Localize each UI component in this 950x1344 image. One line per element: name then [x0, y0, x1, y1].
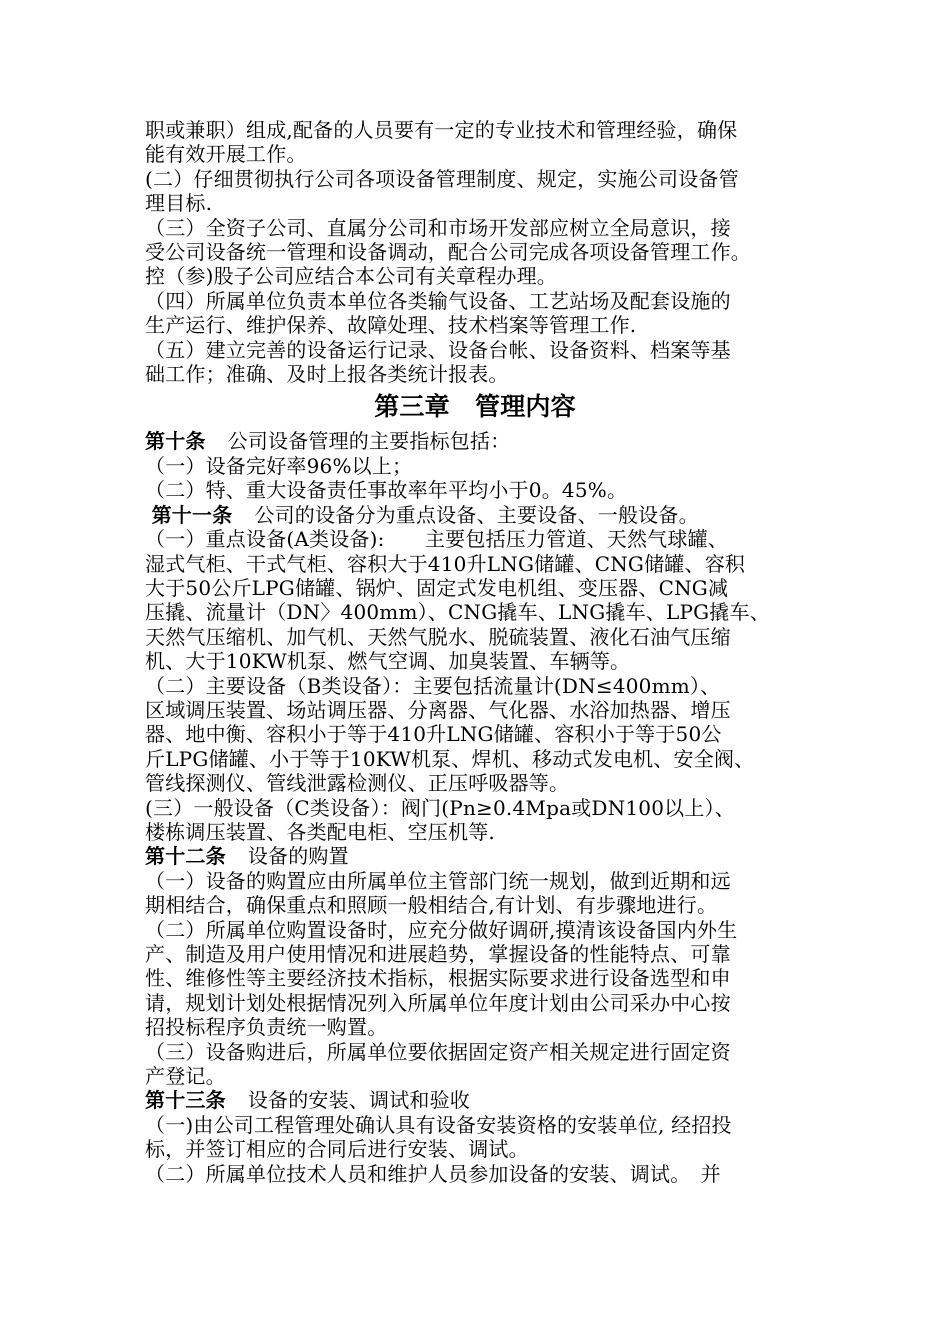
- text-line: （二）特、重大设备责任事故率年平均小于0。45%。: [145, 478, 628, 503]
- text-line: 能有效开展工作。: [145, 142, 307, 167]
- article-label: 第十条: [145, 429, 206, 454]
- text-line: (二）仔细贯彻执行公司各项设备管理制度、规定，实施公司设备管: [145, 166, 739, 191]
- text-line: 招投标程序负责统一购置。: [145, 1015, 388, 1040]
- text-line: 斤LPG储罐、小于等于10KW机泵、焊机、移动式发电机、安全阀、: [145, 746, 755, 771]
- text-line: 湿式气柜、干式气柜、容积大于410升LNG储罐、CNG储罐、容积: [145, 551, 746, 576]
- text-line: （二）主要设备（B类设备）：主要包括流量计(DN≤400mm）、: [145, 673, 721, 698]
- chapter-title: 第三章 管理内容: [374, 392, 576, 422]
- text-line: 天然气压缩机、加气机、天然气脱水、脱硫装置、液化石油气压缩: [145, 624, 731, 649]
- article-10-header: [145, 429, 825, 453]
- text-line: 职或兼职）组成,配备的人员要有一定的专业技术和管理经验，确保: [145, 118, 738, 142]
- article-text: 公司的设备分为重点设备、主要设备、一般设备。: [254, 502, 699, 527]
- text-line: 器、地中衡、容积小于等于410升LNG储罐、容积小于等于50公: [145, 722, 722, 747]
- text-line: （二）所属单位购置设备时，应充分做好调研,摸清该设备国内外生: [145, 917, 738, 942]
- text-line: 压撬、流量计（DN〉400mm）、CNG撬车、LNG撬车、LPG撬车、: [145, 600, 770, 625]
- article-label: 第十一条: [151, 502, 233, 527]
- text-line: 期相结合，确保重点和照顾一般相结合,有计划、有步骤地进行。: [145, 893, 718, 918]
- article-label: 第十三条: [145, 1088, 226, 1113]
- article-11-header: [145, 503, 825, 527]
- text-line: （三）全资子公司、直属分公司和市场开发部应树立全局意识，接: [145, 215, 731, 240]
- document-body: [145, 118, 825, 1186]
- article-label: 第十二条: [145, 844, 226, 869]
- text-line: （一）设备的购置应由所属单位主管部门统一规划，做到近期和远: [145, 868, 731, 893]
- text-line: 请，规划计划处根据情况列入所属单位年度计划由公司采办中心按: [145, 990, 731, 1015]
- text-line: (三）一般设备（C类设备）：阀门(Pn≥0.4Mpa或DN100以上）、: [145, 795, 735, 820]
- text-line: （二）所属单位技术人员和维护人员参加设备的安装、调试。 并: [145, 1161, 721, 1186]
- text-line: （一）重点设备(A类设备): 主要包括压力管道、天然气球罐、: [145, 527, 728, 552]
- text-line: 标，并签订相应的合同后进行安装、调试。: [145, 1137, 529, 1162]
- text-line: 机、大于10KW机泵、燃气空调、加臭装置、车辆等。: [145, 649, 631, 674]
- text-line: 受公司设备统一管理和设备调动，配合公司完成各项设备管理工作。: [145, 240, 751, 265]
- text-line: （五）建立完善的设备运行记录、设备台帐、设备资料、档案等基: [145, 337, 731, 362]
- text-line: 础工作；准确、及时上报各类统计报表。: [145, 362, 509, 387]
- text-line: 生产运行、维护保养、故障处理、技术档案等管理工作.: [145, 313, 637, 338]
- article-12-header: [145, 844, 825, 868]
- article-text: 设备的安装、调试和验收: [247, 1088, 471, 1113]
- article-text: 设备的购置: [247, 844, 349, 869]
- text-line: 大于50公斤LPG储罐、锅炉、固定式发电机组、变压器、CNG减: [145, 575, 729, 600]
- text-line: 管线探测仪、管线泄露检测仪、正压呼吸器等。: [145, 771, 570, 796]
- text-line: 性、维修性等主要经济技术指标，根据实际要求进行设备选型和申: [145, 966, 731, 991]
- text-line: （四）所属单位负责本单位各类输气设备、工艺站场及配套设施的: [145, 288, 731, 313]
- text-line: 控（参)股子公司应结合本公司有关章程办理。: [145, 264, 558, 289]
- text-line: （一）设备完好率96%以上；: [145, 453, 413, 478]
- text-line: 区域调压装置、场站调压器、分离器、气化器、水浴加热器、增压: [145, 697, 731, 722]
- text-line: 楼栋调压装置、各类配电柜、空压机等.: [145, 819, 495, 844]
- text-line: 产登记。: [145, 1064, 226, 1089]
- text-line: （三）设备购进后，所属单位要依据固定资产相关规定进行固定资: [145, 1039, 731, 1064]
- article-text: 公司设备管理的主要指标包括：: [227, 429, 511, 454]
- text-line: 产、制造及用户使用情况和进展趋势，掌握设备的性能特点、可靠: [145, 942, 731, 966]
- article-13-header: [145, 1088, 825, 1112]
- text-line: 理目标.: [145, 191, 213, 216]
- text-line: （一)由公司工程管理处确认具有设备安装资格的安装单位, 经招投: [145, 1112, 732, 1137]
